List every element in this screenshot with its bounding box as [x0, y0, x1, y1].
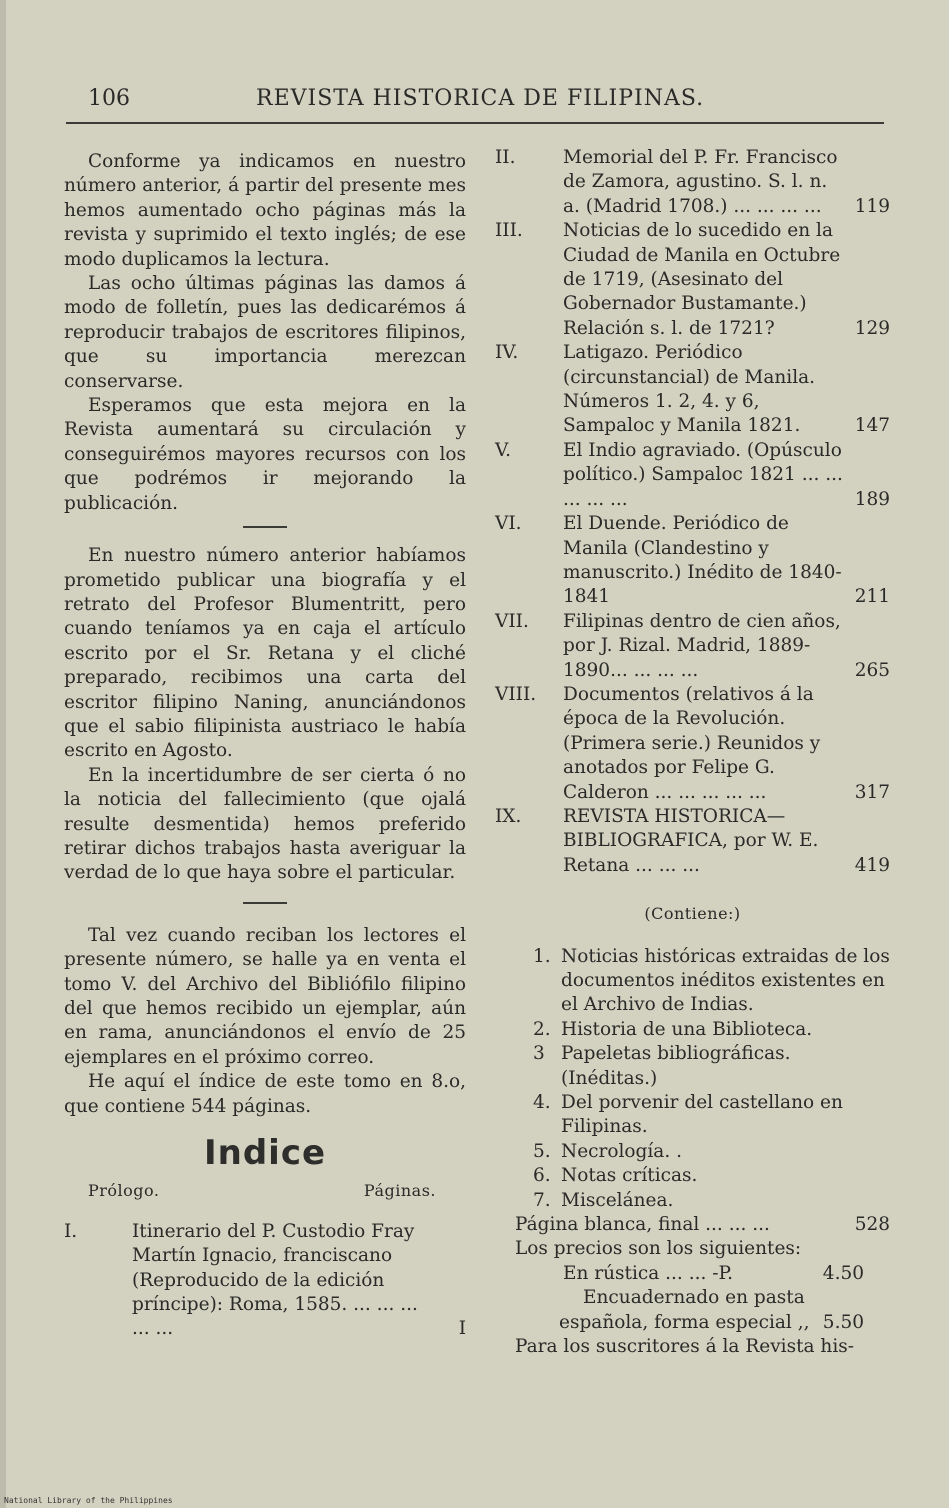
- toc-entry: [495, 146, 890, 219]
- blank-page-label: Página blanca, final ... ... ...: [515, 1214, 770, 1236]
- contents-number: 6.: [533, 1165, 551, 1187]
- prices-intro: Los precios son los siguientes:: [515, 1238, 802, 1260]
- toc-page: 129: [854, 317, 890, 339]
- toc-page: I: [458, 1318, 466, 1340]
- paragraph: Conforme ya indicamos en nuestro número anterior, á partir del presente mes hemos aumentado ocho páginas más la revista y suprimido el texto inglés; de ese modo duplicamos la lectura.: [64, 151, 466, 270]
- paragraph: Esperamos que esta mejora en la Revista aumentará su circulación y conseguirémos mayores recursos con los que podrémos ir mejorando la publicación.: [64, 395, 466, 514]
- index-title: Indice: [203, 1133, 327, 1174]
- price-line: [495, 1311, 890, 1335]
- blank-page-number: 528: [854, 1214, 890, 1236]
- toc-entry: [495, 610, 890, 683]
- contents-text: Papeletas bibliográficas. (Inéditas.): [561, 1043, 791, 1089]
- toc-page: 265: [854, 659, 890, 681]
- header-rule: [66, 122, 884, 124]
- toc-number: VI.: [495, 513, 522, 535]
- price-value: 4.50: [822, 1262, 864, 1284]
- toc-number: VIII.: [495, 683, 537, 705]
- toc-page: 147: [854, 415, 890, 437]
- price-label: española, forma especial ,,: [559, 1311, 810, 1333]
- contents-item: [495, 1140, 890, 1164]
- paragraph: Tal vez cuando reciban los lectores el presente número, se halle ya en venta el tomo V. del Archivo del Bibliófilo filipino del que hemos recibido un ejemplar, aún en rama, anunciándonos el envío de 25 ejemplares en el próximo correo.: [64, 924, 466, 1068]
- paragraph: Las ocho últimas páginas las damos á modo de folletín, pues las dedicarémos á reproducir trabajos de escritores filipinos, que su importancia merezcan conservarse.: [64, 273, 466, 392]
- index-column-heads: [88, 1179, 436, 1203]
- separator: [243, 526, 287, 528]
- toc-page: 211: [854, 586, 890, 608]
- toc-number: II.: [495, 147, 516, 168]
- contents-item: [495, 1042, 890, 1091]
- toc-text: Noticias de lo sucedido en la Ciudad de Manila en Octubre de 1719, (Asesinato del Gobernador Bustamante.) Relación s. l. de 1721?: [563, 220, 841, 339]
- price-line-text: Encuadernado en pasta: [583, 1287, 805, 1309]
- contents-number: 2.: [533, 1018, 551, 1040]
- toc-entry: [495, 805, 890, 878]
- contents-item: [495, 1091, 890, 1140]
- contents-text: Noticias históricas extraidas de los documentos inéditos existentes en el Archivo de Indias.: [561, 945, 890, 1016]
- journal-title: REVISTA HISTORICA DE FILIPINAS.: [256, 86, 705, 111]
- toc-entry: [495, 512, 890, 610]
- toc-text: Itinerario del P. Custodio Fray Martín Ignacio, franciscano (Reproducido de la edición príncipe): Roma, 1585. ... ... ... ... ...: [132, 1220, 418, 1340]
- blank-page-line: [495, 1213, 890, 1237]
- contents-item: [495, 1018, 890, 1042]
- toc-text: El Indio agraviado. (Opúsculo político.) Sampaloc 1821 ... ... ... ... ...: [563, 439, 843, 510]
- right-column: [495, 146, 890, 1360]
- running-header: [88, 86, 888, 122]
- toc-text: Filipinas dentro de cien años, por J. Rizal. Madrid, 1889-1890... ... ... ...: [563, 610, 841, 681]
- contents-text: Del porvenir del castellano en Filipinas.: [561, 1092, 843, 1138]
- toc-text: Latigazo. Periódico (circunstancial) de Manila. Números 1. 2, 4. y 6, Sampaloc y Manila 1821.: [563, 342, 816, 437]
- toc-text: REVISTA HISTORICA— BIBLIOGRAFICA, por W. E. Retana ... ... ...: [563, 805, 819, 876]
- contents-text: Necrología. .: [561, 1140, 682, 1162]
- contents-item: [495, 1189, 890, 1213]
- pages-label: Páginas.: [363, 1181, 436, 1201]
- contents-heading: (Contiene:): [644, 904, 741, 924]
- contents-number: 5.: [533, 1140, 551, 1162]
- toc-page: 419: [854, 854, 890, 876]
- paragraph: En la incertidumbre de ser cierta ó no la noticia del fallecimiento (que ojalá resulte desmentida) hemos preferido retirar dichos trabajos hasta averiguar la verdad de lo que haya sobre el particular.: [64, 764, 466, 884]
- toc-text: Documentos (relativos á la época de la Revolución. (Primera serie.) Reunidos y anotados por Felipe G. Calderon ... ... ... ... ...: [563, 683, 821, 803]
- toc-entry: [495, 683, 890, 805]
- library-credit: National Library of the Philippines: [4, 1496, 173, 1505]
- toc-text: Memorial del P. Fr. Francisco de Zamora, agustino. S. l. n. a. (Madrid 1708.) ... ... ... ...: [563, 147, 838, 217]
- price-value: 5.50: [822, 1311, 864, 1333]
- price-label: En rústica ... ... -P.: [563, 1262, 734, 1284]
- toc-number: IX.: [495, 805, 522, 827]
- contents-number: 7.: [533, 1189, 551, 1211]
- contents-number: 3: [533, 1043, 545, 1065]
- toc-page: 189: [854, 488, 890, 510]
- page-number: 106: [88, 86, 130, 111]
- contents-text: Notas críticas.: [561, 1165, 698, 1187]
- contents-number: 1.: [533, 945, 551, 967]
- toc-entry: [64, 1220, 466, 1342]
- contents-number: 4.: [533, 1092, 551, 1114]
- price-line: [495, 1262, 890, 1286]
- contents-item: [495, 945, 890, 1018]
- toc-number: IV.: [495, 342, 519, 364]
- toc-text: El Duende. Periódico de Manila (Clandestino y manuscrito.) Inédito de 1840-1841: [563, 513, 842, 608]
- paragraph: He aquí el índice de este tomo en 8.o, que contiene 544 páginas.: [64, 1071, 466, 1117]
- paragraph: En nuestro número anterior habíamos prometido publicar una biografía y el retrato del Profesor Blumentritt, pero cuando teníamos ya en caja el artículo escrito por el Sr. Retana y el cliché preparado, recibimos una carta del escritor filipino Naning, anunciándonos que el sabio filipinista austriaco le había escrito en Agosto.: [64, 545, 466, 762]
- toc-number: I.: [64, 1220, 78, 1242]
- closing-line: Para los suscritores á la Revista his-: [515, 1336, 854, 1358]
- contents-item: [495, 1164, 890, 1188]
- toc-page: 317: [854, 781, 890, 803]
- toc-entry: [495, 439, 890, 512]
- toc-page: 119: [854, 195, 890, 217]
- toc-number: VII.: [495, 610, 529, 632]
- page-edge: [0, 0, 6, 1508]
- prologue-label: Prólogo.: [88, 1181, 160, 1201]
- toc-number: V.: [495, 439, 512, 461]
- contents-text: Miscelánea.: [561, 1189, 674, 1211]
- left-column: [64, 150, 466, 1342]
- separator: [243, 902, 287, 904]
- contents-text: Historia de una Biblioteca.: [561, 1018, 813, 1040]
- toc-entry: [495, 341, 890, 439]
- toc-number: III.: [495, 220, 523, 242]
- toc-entry: [495, 219, 890, 341]
